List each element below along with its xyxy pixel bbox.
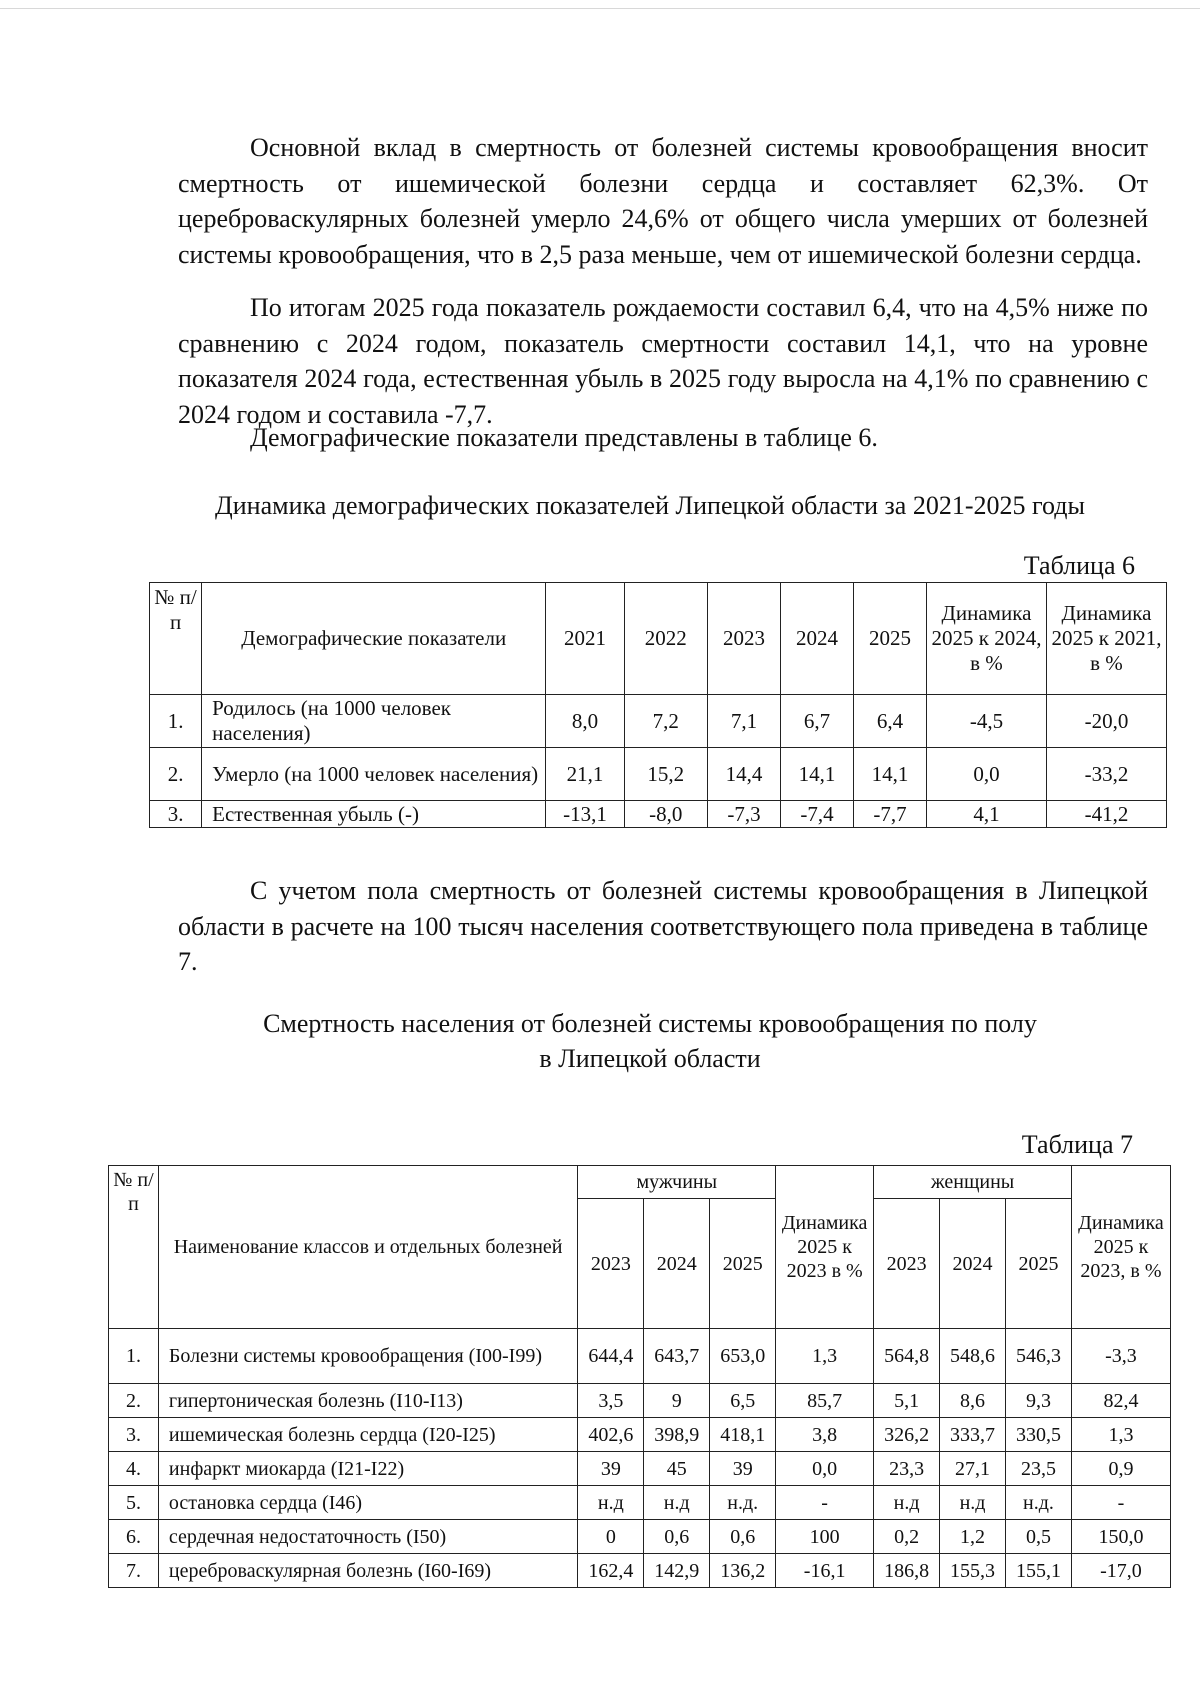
row-name: ишемическая болезнь сердца (I20-I25) [158, 1418, 577, 1452]
row-name: Родилось (на 1000 человек населения) [202, 695, 546, 748]
cell-value: 15,2 [624, 748, 707, 801]
row-num: 3. [150, 801, 202, 828]
cell-value: 418,1 [710, 1418, 776, 1452]
table6-demographics [149, 582, 1167, 828]
cell-value: 155,3 [940, 1554, 1006, 1588]
cell-value: 27,1 [940, 1452, 1006, 1486]
cell-value: -20,0 [1046, 695, 1166, 748]
scan-edge-line [0, 8, 1200, 9]
cell-value: 8,0 [546, 695, 624, 748]
cell-value: 546,3 [1006, 1329, 1072, 1384]
table-row [150, 695, 1167, 748]
cell-value: 85,7 [776, 1384, 874, 1418]
paragraph-text: По итогам 2025 года показатель рождаемости составил 6,4, что на 4,5% ниже по сравнению с 2024 годом, показатель смертности составил 14,1, что на уровне показателя 2024 года, естественная убыль в 2025 году выросла на 4,1% по сравнению с 2024 годом и составила -7,7. [178, 293, 1148, 429]
cell-value: -7,7 [854, 801, 927, 828]
table-header-row [150, 583, 1167, 695]
header-year: 2023 [708, 583, 781, 695]
paragraph-text: Основной вклад в смертность от болезней системы кровообращения вносит смертность от ишемической болезни сердца и составляет 62,3%. От цереброваскулярных болезней умерло 24,6% от общего числа умерших от болезней системы кровообращения, что в 2,5 раза меньше, чем от ишемической болезни сердца. [178, 133, 1148, 269]
row-num: 3. [109, 1418, 159, 1452]
header-year: 2021 [546, 583, 624, 695]
cell-value: н.д. [710, 1486, 776, 1520]
cell-value: -8,0 [624, 801, 707, 828]
cell-value: 45 [644, 1452, 710, 1486]
cell-value: 136,2 [710, 1554, 776, 1588]
table-row [109, 1452, 1171, 1486]
cell-value: 0 [578, 1520, 644, 1554]
cell-value: 8,6 [940, 1384, 1006, 1418]
paragraph-text: С учетом пола смертность от болезней системы кровообращения в Липецкой области в расчете на 100 тысяч населения соответствующего пола приведена в таблице 7. [178, 876, 1148, 976]
row-num: 6. [109, 1520, 159, 1554]
table-row [109, 1520, 1171, 1554]
header-year: 2024 [940, 1199, 1006, 1329]
cell-value: 5,1 [874, 1384, 940, 1418]
cell-value: 14,4 [708, 748, 781, 801]
cell-value: 21,1 [546, 748, 624, 801]
row-num: 4. [109, 1452, 159, 1486]
cell-value: - [776, 1486, 874, 1520]
header-name: Наименование классов и отдельных болезней [158, 1166, 577, 1329]
cell-value: 6,4 [854, 695, 927, 748]
header-indicator: Демографические показатели [202, 583, 546, 695]
cell-value: 9 [644, 1384, 710, 1418]
row-name: сердечная недостаточность (I50) [158, 1520, 577, 1554]
paragraph-text: Демографические показатели представлены в таблице 6. [250, 423, 878, 452]
cell-value: 564,8 [874, 1329, 940, 1384]
cell-value: 39 [710, 1452, 776, 1486]
table-row [109, 1486, 1171, 1520]
header-year: 2025 [1006, 1199, 1072, 1329]
cell-value: 0,9 [1071, 1452, 1170, 1486]
header-num: № п/п [109, 1166, 159, 1329]
row-num: 1. [150, 695, 202, 748]
table-row [109, 1329, 1171, 1384]
row-num: 7. [109, 1554, 159, 1588]
cell-value: -7,3 [708, 801, 781, 828]
cell-value: -41,2 [1046, 801, 1166, 828]
row-num: 2. [109, 1384, 159, 1418]
cell-value: 333,7 [940, 1418, 1006, 1452]
cell-value: 3,5 [578, 1384, 644, 1418]
paragraph-2025-results [178, 290, 1148, 432]
cell-value: - [1071, 1486, 1170, 1520]
cell-value: 23,5 [1006, 1452, 1072, 1486]
header-year: 2024 [644, 1199, 710, 1329]
table6-label: Таблица 6 [1023, 551, 1135, 580]
cell-value: 82,4 [1071, 1384, 1170, 1418]
paragraph-table7-ref [178, 873, 1148, 980]
table6-title: Динамика демографических показателей Липецкой области за 2021-2025 годы [215, 491, 1085, 520]
cell-value: 7,2 [624, 695, 707, 748]
table-row [109, 1418, 1171, 1452]
cell-value: 643,7 [644, 1329, 710, 1384]
cell-value: -33,2 [1046, 748, 1166, 801]
cell-value: 39 [578, 1452, 644, 1486]
cell-value: 0,6 [710, 1520, 776, 1554]
cell-value: 9,3 [1006, 1384, 1072, 1418]
row-num: 1. [109, 1329, 159, 1384]
table7-title-line: в Липецкой области [539, 1044, 761, 1073]
cell-value: -13,1 [546, 801, 624, 828]
row-name: цереброваскулярная болезнь (I60-I69) [158, 1554, 577, 1588]
header-year: 2025 [854, 583, 927, 695]
cell-value: 162,4 [578, 1554, 644, 1588]
cell-value: 14,1 [854, 748, 927, 801]
cell-value: н.д [874, 1486, 940, 1520]
row-name: гипертоническая болезнь (I10-I13) [158, 1384, 577, 1418]
cell-value: 1,2 [940, 1520, 1006, 1554]
row-name: Болезни системы кровообращения (I00-I99) [158, 1329, 577, 1384]
cell-value: 3,8 [776, 1418, 874, 1452]
cell-value: 14,1 [781, 748, 854, 801]
header-year: 2023 [578, 1199, 644, 1329]
header-dynamics-men: Динамика 2025 к 2023 в % [776, 1166, 874, 1329]
cell-value: 186,8 [874, 1554, 940, 1588]
cell-value: 330,5 [1006, 1418, 1072, 1452]
cell-value: н.д [578, 1486, 644, 1520]
cell-value: -3,3 [1071, 1329, 1170, 1384]
table-header-row [109, 1166, 1171, 1199]
table-row [109, 1554, 1171, 1588]
cell-value: 0,5 [1006, 1520, 1072, 1554]
cell-value: 402,6 [578, 1418, 644, 1452]
header-year: 2022 [624, 583, 707, 695]
row-num: 5. [109, 1486, 159, 1520]
cell-value: -17,0 [1071, 1554, 1170, 1588]
cell-value: 0,0 [776, 1452, 874, 1486]
cell-value: 653,0 [710, 1329, 776, 1384]
header-dynamics: Динамика 2025 к 2021, в % [1046, 583, 1166, 695]
cell-value: 0,2 [874, 1520, 940, 1554]
row-name: инфаркт миокарда (I21-I22) [158, 1452, 577, 1486]
table7-title [150, 1006, 1150, 1076]
cell-value: 142,9 [644, 1554, 710, 1588]
cell-value: 6,5 [710, 1384, 776, 1418]
header-women: женщины [874, 1166, 1072, 1199]
cell-value: -4,5 [927, 695, 1047, 748]
paragraph-table6-ref [178, 420, 1148, 456]
row-name: Естественная убыль (-) [202, 801, 546, 828]
cell-value: 326,2 [874, 1418, 940, 1452]
header-dynamics-women: Динамика 2025 к 2023, в % [1071, 1166, 1170, 1329]
cell-value: 100 [776, 1520, 874, 1554]
cell-value: 23,3 [874, 1452, 940, 1486]
cell-value: 1,3 [1071, 1418, 1170, 1452]
cell-value: -16,1 [776, 1554, 874, 1588]
row-num: 2. [150, 748, 202, 801]
cell-value: 6,7 [781, 695, 854, 748]
cell-value: 1,3 [776, 1329, 874, 1384]
table-row [150, 748, 1167, 801]
cell-value: 0,0 [927, 748, 1047, 801]
row-name: остановка сердца (I46) [158, 1486, 577, 1520]
header-year: 2025 [710, 1199, 776, 1329]
table7-title-line: Смертность населения от болезней системы кровообращения по полу [263, 1009, 1037, 1038]
table7-mortality-by-sex [108, 1165, 1171, 1588]
row-name: Умерло (на 1000 человек населения) [202, 748, 546, 801]
cell-value: н.д [644, 1486, 710, 1520]
paragraph-circulatory-contribution [178, 130, 1148, 272]
cell-value: 155,1 [1006, 1554, 1072, 1588]
table-row [150, 801, 1167, 828]
cell-value: н.д. [1006, 1486, 1072, 1520]
cell-value: н.д [940, 1486, 1006, 1520]
cell-value: 644,4 [578, 1329, 644, 1384]
header-men: мужчины [578, 1166, 776, 1199]
header-dynamics: Динамика 2025 к 2024, в % [927, 583, 1047, 695]
header-year: 2024 [781, 583, 854, 695]
cell-value: -7,4 [781, 801, 854, 828]
table-row [109, 1384, 1171, 1418]
header-num: № п/п [150, 583, 202, 695]
cell-value: 548,6 [940, 1329, 1006, 1384]
table7-label: Таблица 7 [1021, 1130, 1133, 1159]
cell-value: 4,1 [927, 801, 1047, 828]
cell-value: 7,1 [708, 695, 781, 748]
header-year: 2023 [874, 1199, 940, 1329]
cell-value: 0,6 [644, 1520, 710, 1554]
cell-value: 150,0 [1071, 1520, 1170, 1554]
cell-value: 398,9 [644, 1418, 710, 1452]
